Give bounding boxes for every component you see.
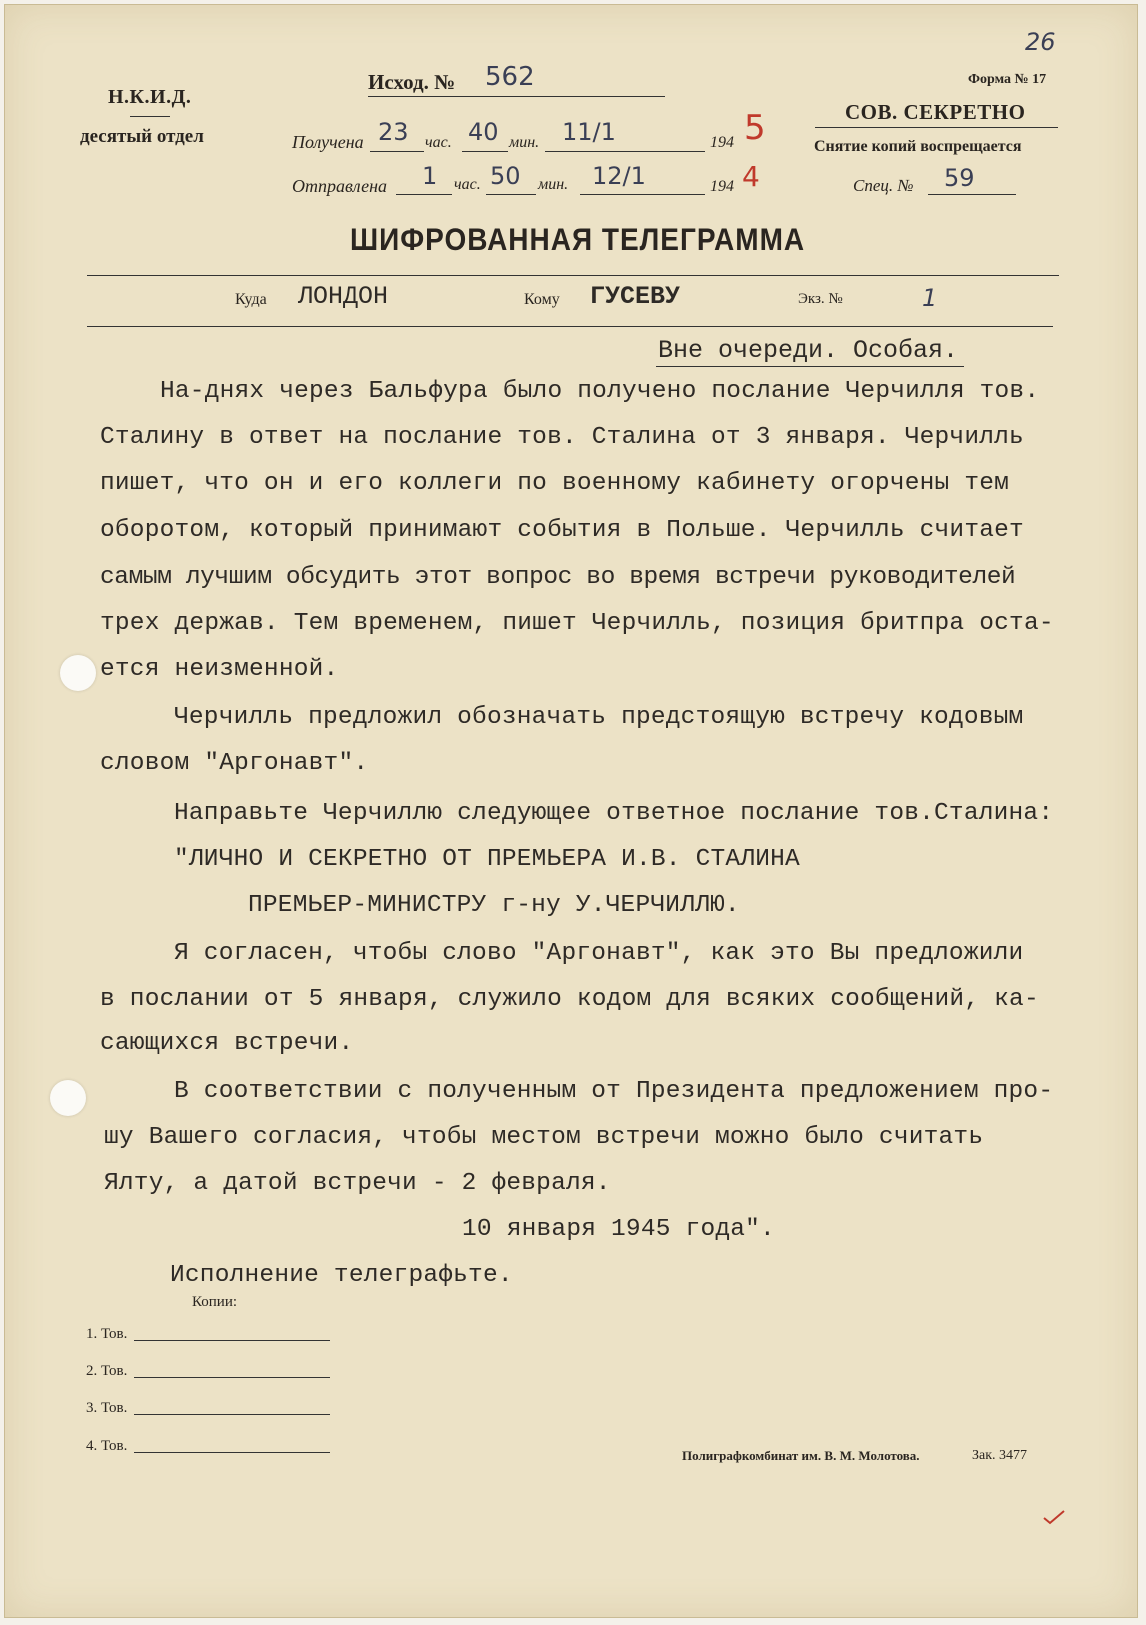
body-line-10: Направьте Черчиллю следующее ответное послание тов.Сталина: — [174, 800, 1054, 827]
sent-year-prefix: 194 — [710, 178, 734, 195]
body-line-15: сающихся встречи. — [100, 1030, 354, 1057]
copy-number-value: 1 — [922, 284, 938, 312]
received-date: 11/1 — [562, 118, 616, 146]
printer-imprint: Полиграфкомбинат им. В. М. Молотова. — [682, 1448, 920, 1463]
body-line-19: 10 января 1945 года". — [462, 1216, 775, 1243]
form-label: Форма № 17 — [968, 72, 1047, 87]
routing-bottom-rule — [87, 326, 1053, 327]
punch-hole-top — [60, 655, 96, 691]
outgoing-label: Исход. № — [368, 70, 456, 94]
copy-item-1: 1. Тов. — [86, 1326, 128, 1342]
copy-line-1 — [134, 1340, 330, 1341]
body-line-12: ПРЕМЬЕР-МИНИСТРУ г-ну У.ЧЕРЧИЛЛЮ. — [248, 892, 740, 919]
copy-line-3 — [134, 1414, 330, 1415]
body-line-13: Я согласен, чтобы слово "Аргонавт", как это Вы предложили — [174, 940, 1024, 967]
spec-label: Спец. № — [853, 176, 914, 195]
body-line-14: в послании от 5 января, служило кодом для всяких сообщений, ка- — [100, 986, 1039, 1013]
spec-number: 59 — [944, 164, 975, 192]
department: десятый отдел — [80, 126, 204, 147]
received-minute-label: мин. — [509, 134, 540, 151]
punch-hole-bottom — [50, 1080, 86, 1116]
classification-underline — [815, 127, 1058, 128]
body-line-5: самым лучшим обсудить этот вопрос во время встречи руководителей — [100, 564, 1016, 591]
received-label: Получена — [292, 132, 364, 152]
sent-minute: 50 — [490, 162, 521, 190]
classification: СОВ. СЕКРЕТНО — [845, 100, 1026, 124]
to-label: Куда — [235, 291, 267, 308]
copy-line-2 — [134, 1377, 330, 1378]
received-year-digit: 5 — [744, 108, 766, 148]
body-line-11: "ЛИЧНО И СЕКРЕТНО ОТ ПРЕМЬЕРА И.В. СТАЛИНА — [174, 846, 800, 873]
copies-label: Копии: — [192, 1294, 238, 1310]
body-line-2: Сталину в ответ на послание тов. Сталина от 3 января. Черчилль — [100, 424, 1024, 451]
body-line-8: Черчилль предложил обозначать предстоящую встречу кодовым — [174, 704, 1024, 731]
outgoing-number: 562 — [485, 62, 535, 92]
received-year-prefix: 194 — [710, 134, 734, 151]
sent-label: Отправлена — [292, 176, 388, 196]
body-line-16: В соответствии с полученным от Президента предложением про- — [174, 1078, 1054, 1105]
sent-hour-label: час. — [454, 176, 481, 193]
copy-item-2: 2. Тов. — [86, 1363, 128, 1379]
received-minute: 40 — [468, 118, 499, 146]
whom-value: ГУСЕВУ — [590, 282, 681, 311]
priority-mark: Вне очереди. Особая. — [658, 336, 959, 365]
copy-line-4 — [134, 1452, 330, 1453]
sent-date: 12/1 — [592, 162, 646, 190]
body-line-3: пишет, что он и его коллеги по военному кабинету огорчены тем — [100, 470, 1010, 497]
sent-year-digit: 4 — [742, 160, 760, 193]
red-check-icon — [1042, 1508, 1066, 1526]
to-value: ЛОНДОН — [298, 282, 389, 311]
sent-minute-label: мин. — [538, 176, 569, 193]
order-number: Зак. 3477 — [972, 1448, 1028, 1463]
org-dash — [130, 116, 170, 117]
outgoing-underline — [368, 96, 665, 97]
body-line-4: оборотом, который принимают события в Польше. Черчилль считает — [100, 517, 1024, 544]
body-line-9: словом "Аргонавт". — [100, 750, 369, 777]
body-line-1: На-днях через Бальфура было получено послание Черчилля тов. — [160, 378, 1040, 405]
sent-hour: 1 — [422, 162, 438, 190]
copy-item-4: 4. Тов. — [86, 1438, 128, 1454]
copy-prohibited: Снятие копий воспрещается — [814, 138, 1022, 155]
body-line-7: ется неизменной. — [100, 656, 339, 683]
copy-number-label: Экз. № — [798, 291, 843, 307]
org-name: Н.К.И.Д. — [108, 86, 192, 108]
body-line-18: Ялту, а датой встречи - 2 февраля. — [104, 1170, 611, 1197]
page-number: 26 — [1025, 28, 1056, 56]
whom-label: Кому — [524, 291, 560, 308]
body-line-20: Исполнение телеграфьте. — [170, 1262, 513, 1289]
received-hour-label: час. — [425, 134, 452, 151]
document-title: ШИФРОВАННАЯ ТЕЛЕГРАММА — [350, 222, 806, 257]
copy-item-3: 3. Тов. — [86, 1400, 128, 1416]
body-line-6: трех держав. Тем временем, пишет Черчилль, позиция бритпра оста- — [100, 610, 1054, 637]
routing-top-rule — [87, 275, 1059, 276]
body-line-17: шу Вашего согласия, чтобы местом встречи можно было считать — [104, 1124, 984, 1151]
received-hour: 23 — [378, 118, 409, 146]
